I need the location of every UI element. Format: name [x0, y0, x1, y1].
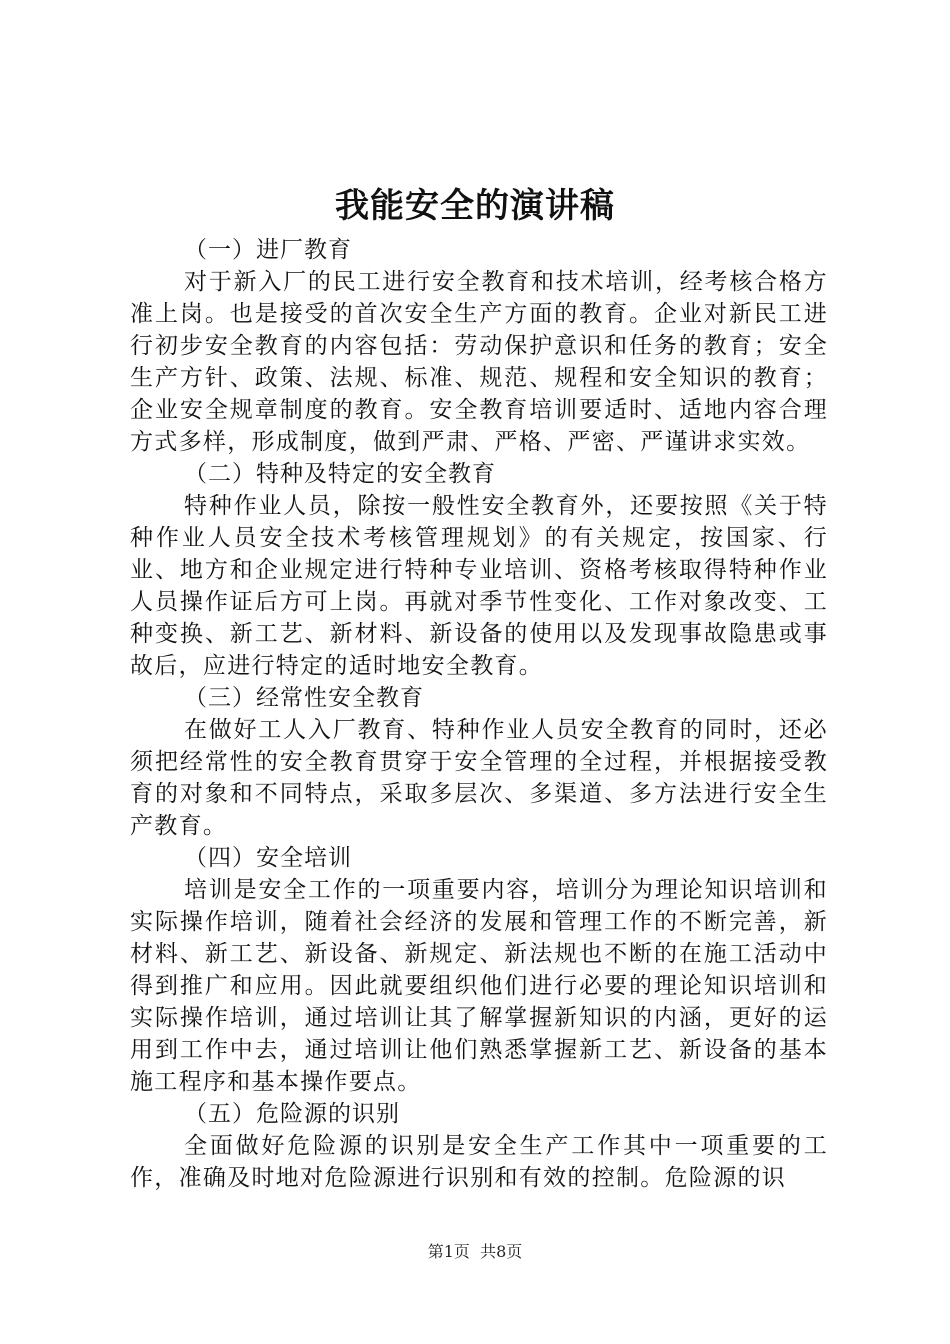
section-heading-1: （一）进厂教育 [184, 237, 352, 263]
section-paragraph-2: 特种作业人员，除按一般性安全教育外，还要按照《关于特种作业人员安全技术考核管理规划》的有关规定，按国家、行业、地方和企业规定进行特种专业培训、资格考核取得特种作业人员操作证后方可上岗。再就对季节性变化、工作对象改变、工种变换、新工艺、新材料、新设备的使用以及发现事故隐患或事故后，应进行特定的适时地安全教育。 [130, 493, 828, 679]
section-heading-3: （三）经常性安全教育 [184, 685, 424, 711]
section-paragraph-5: 全面做好危险源的识别是安全生产工作其中一项重要的工作，准确及时地对危险源进行识别和有效的控制。危险源的识 [130, 1133, 828, 1191]
section-paragraph-1: 对于新入厂的民工进行安全教育和技术培训，经考核合格方准上岗。也是接受的首次安全生产方面的教育。企业对新民工进行初步安全教育的内容包括：劳动保护意识和任务的教育；安全生产方针、政策、法规、标准、规范、规程和安全知识的教育；企业安全规章制度的教育。安全教育培训要适时、适地内容合理方式多样，形成制度，做到严肃、严格、严密、严谨讲求实效。 [130, 269, 828, 455]
section-heading-2: （二）特种及特定的安全教育 [184, 461, 496, 487]
page-number: 第1页 共8页 [427, 1242, 523, 1261]
section-heading-5: （五）危险源的识别 [184, 1101, 400, 1127]
document-body [130, 234, 828, 1194]
section-paragraph-4: 培训是安全工作的一项重要内容，培训分为理论知识培训和实际操作培训，随着社会经济的发展和管理工作的不断完善，新材料、新工艺、新设备、新规定、新法规也不断的在施工活动中得到推广和应用。因此就要组织他们进行必要的理论知识培训和实际操作培训，通过培训让其了解掌握新知识的内涵，更好的运用到工作中去，通过培训让他们熟悉掌握新工艺、新设备的基本施工程序和基本操作要点。 [130, 877, 828, 1095]
section-heading-4: （四）安全培训 [184, 845, 352, 871]
section-paragraph-3: 在做好工人入厂教育、特种作业人员安全教育的同时，还必须把经常性的安全教育贯穿于安全管理的全过程，并根据接受教育的对象和不同特点，采取多层次、多渠道、多方法进行安全生产教育。 [130, 717, 828, 839]
document-title: 我能安全的演讲稿 [335, 186, 615, 226]
page-footer [0, 1241, 950, 1263]
